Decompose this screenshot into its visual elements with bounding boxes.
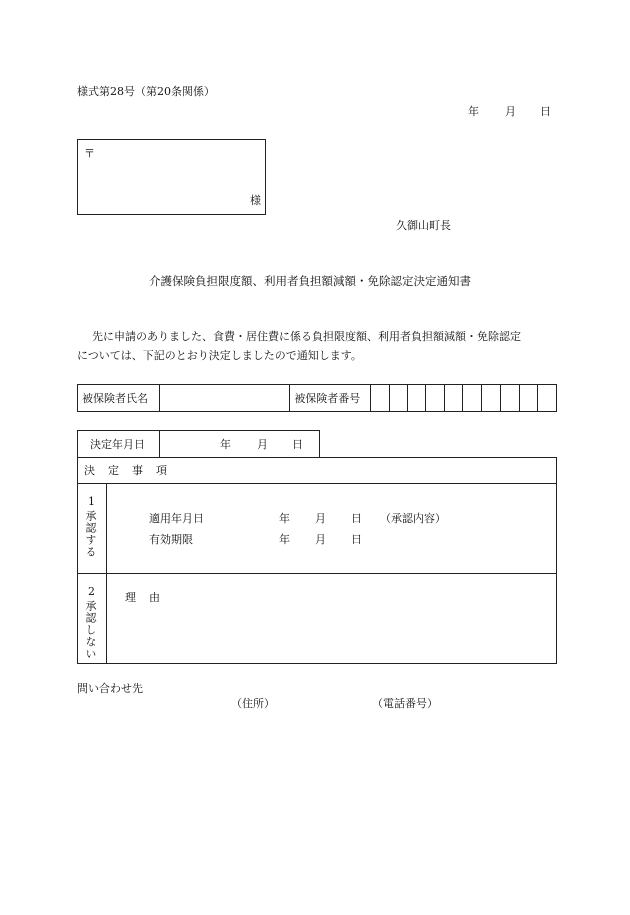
document-title: 介護保険負担限度額、利用者負担額減額・免除認定決定通知書 [149,274,471,288]
insured-table [77,384,557,412]
decision-items-table [77,457,557,664]
valid-period-year[interactable]: 年 [279,533,290,546]
contact-phone-label: （電話番号） [372,697,438,710]
date-month: 月 [505,105,516,118]
insured-number-digit[interactable] [389,385,407,412]
body-text-line-1: 先に申請のありました、食費・居住費に係る負担限度額、利用者負担額減額・免除認定 [92,330,521,343]
reason-label: 理 由 [125,591,161,604]
approve-label: 承認する [84,510,97,558]
contact-label: 問い合わせ先 [77,682,143,695]
contact-address-label: （住所） [231,697,275,710]
decision-date-label: 決定年月日 [90,438,145,451]
insured-number-digit[interactable] [500,385,519,412]
decision-items-header: 決 定 事 項 [84,464,168,477]
issuer: 久御山町長 [396,219,451,232]
applied-date-year[interactable]: 年 [279,512,290,525]
date-day: 日 [540,105,551,118]
valid-period-month[interactable]: 月 [315,533,326,546]
body-text-line-2: については、下記のとおり決定しましたので通知します。 [77,349,362,362]
insured-name-field[interactable] [159,385,290,412]
decision-date-box [77,430,320,458]
insured-number-digit[interactable] [537,385,556,412]
decision-date-year[interactable]: 年 [220,438,231,451]
honorific: 様 [250,194,261,207]
insured-number-digit[interactable] [519,385,537,412]
insured-number-digit[interactable] [463,385,482,412]
deny-label: 承認しない [84,600,97,660]
approval-content-label: （承認内容） [380,512,446,525]
address-box[interactable] [77,139,266,215]
insured-number-label: 被保険者番号 [290,385,371,412]
insured-name-label: 被保険者氏名 [78,385,160,412]
date-year: 年 [468,105,479,118]
valid-period-label: 有効期限 [149,533,193,546]
deny-number: 2 [88,585,95,598]
form-number: 様式第28号（第20条関係） [77,85,215,98]
decision-date-day[interactable]: 日 [292,438,303,451]
insured-number-digit[interactable] [426,385,445,412]
insured-number-digit[interactable] [408,385,426,412]
approve-number: 1 [88,495,95,508]
applied-date-label: 適用年月日 [149,512,204,525]
postal-mark-icon: 〒 [84,147,95,160]
applied-date-day[interactable]: 日 [351,512,362,525]
decision-date-month[interactable]: 月 [257,438,268,451]
insured-number-digit[interactable] [445,385,463,412]
insured-number-digit[interactable] [482,385,500,412]
insured-number-digit[interactable] [370,385,389,412]
valid-period-day[interactable]: 日 [351,533,362,546]
applied-date-month[interactable]: 月 [315,512,326,525]
